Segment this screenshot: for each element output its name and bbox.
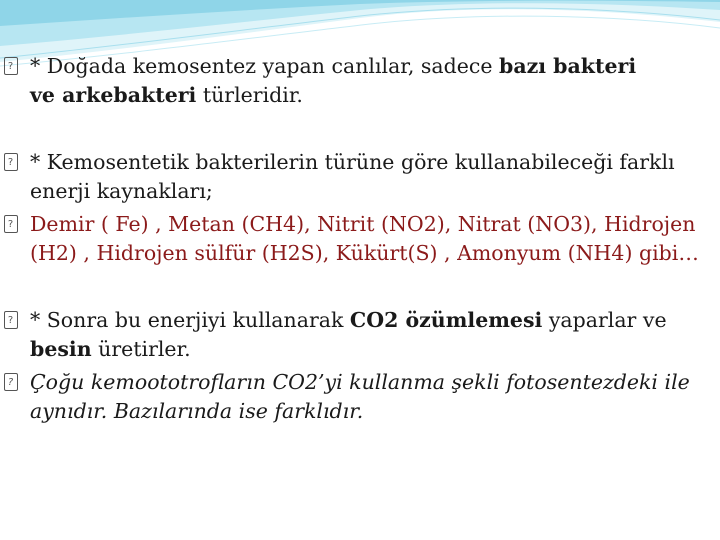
bullet-icon [4, 306, 18, 335]
paragraph-1 [4, 52, 704, 110]
paragraph-4 [4, 306, 704, 364]
bullet-icon [4, 368, 18, 397]
p3-text: Demir ( Fe) , Metan (CH4), Nitrit (NO2), Nitrat (NO3), Hidrojen (H2) , Hidrojen sülfür (H2S), Kükürt(S) , Amonyum (NH4) gibi… [30, 212, 699, 265]
p4-suffix: üretirler. [91, 337, 191, 361]
p4-bold-1: CO2 özümlemesi [349, 308, 543, 332]
bullet-icon [4, 210, 18, 239]
p4-mid: yaparlar ve [542, 308, 667, 332]
p4-prefix: * Sonra bu enerjiyi kullanarak [30, 308, 350, 332]
bullet-icon [4, 52, 18, 81]
p4-bold-2: besin [30, 337, 92, 361]
p1-bold-1: bazı bakteri [499, 54, 637, 78]
slide-content [4, 52, 704, 426]
p5-text: Çoğu kemoototrofların CO2’yi kullanma şekli fotosentezdeki ile aynıdır. Bazılarında ise farklıdır. [30, 370, 690, 423]
p1-bold-2: ve arkebakteri [30, 83, 197, 107]
bullet-icon [4, 148, 18, 177]
p1-prefix: * Doğada kemosentez yapan canlılar, sadece [30, 54, 499, 78]
paragraph-2 [4, 148, 704, 206]
p1-suffix: türleridir. [196, 83, 303, 107]
p2-text: * Kemosentetik bakterilerin türüne göre kullanabileceği farklı enerji kaynakları; [30, 150, 675, 203]
paragraph-5 [4, 368, 704, 426]
paragraph-3-energy-sources [4, 210, 704, 268]
